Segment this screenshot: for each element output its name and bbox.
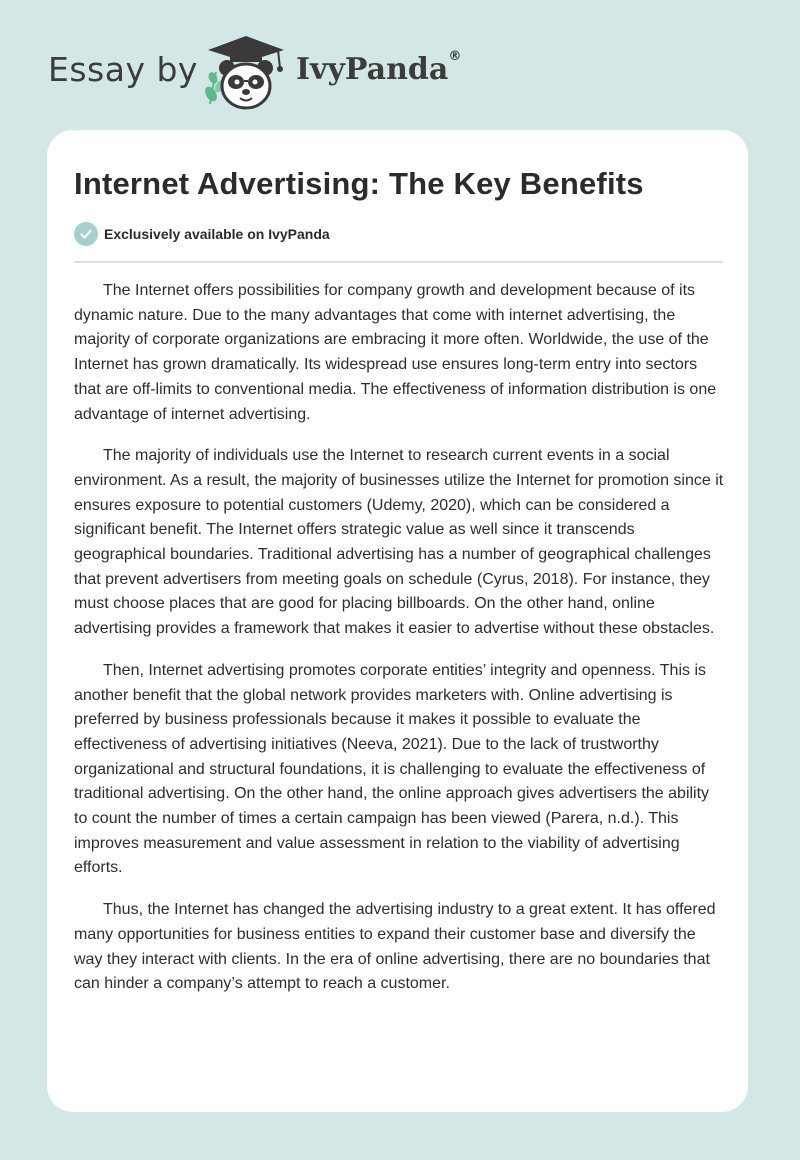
exclusive-badge — [74, 222, 330, 246]
badge-label: Exclusively available on IvyPanda — [104, 226, 330, 242]
brand-logo-text[interactable] — [296, 49, 462, 87]
paragraph: The Internet offers possibilities for company growth and development because of its dynamic nature. Due to the many advantages that come with internet advertising, the majority of corporate organizations are embracing it more often. Worldwide, the use of the Internet has grown dramatically. Its widespread use ensures long-term entry into sectors that are off-limits to conventional media. The effectiveness of information distribution is one advantage of internet advertising. — [74, 282, 717, 423]
brand-name: IvyPanda — [296, 52, 449, 87]
essay-by-label: Essay by — [48, 50, 198, 89]
paragraph: The majority of individuals use the Internet to research current events in a social environment. As a result, the majority of businesses utilize the Internet for promotion since it ensures exposure to potential customers (Udemy, 2020), which can be considered a significant benefit. The Internet offers strategic value as well since it transcends geographical boundaries. Traditional advertising has a number of geographical challenges that prevent advertisers from meeting goals on schedule (Cyrus, 2018). For instance, they must choose places that are good for placing billboards. On the other hand, online advertising provides a framework that makes it easier to advertise without these obstacles. — [74, 447, 724, 638]
divider — [74, 261, 723, 263]
page-title: Internet Advertising: The Key Benefits — [74, 166, 644, 201]
essay-card — [47, 130, 748, 1112]
essay-body — [74, 279, 726, 1014]
site-header — [0, 0, 800, 128]
paragraph: Thus, the Internet has changed the advertising industry to a great extent. It has offered many opportunities for business entities to expand their customer base and diversify the way they interact with clients. In the era of online advertising, there are no boundaries that can hinder a company’s attempt to reach a customer. — [74, 901, 716, 993]
checkmark-icon — [74, 222, 98, 246]
paragraph: Then, Internet advertising promotes corporate entities’ integrity and openness. This is another benefit that the global network provides marketers with. Online advertising is preferred by business professionals because it makes it possible to evaluate the effectiveness of advertising initiatives (Neeva, 2021). Due to the lack of trustworthy organizational and structural foundations, it is challenging to evaluate the effectiveness of traditional advertising. On the other hand, the online approach gives advertisers the ability to count the number of times a certain campaign has been viewed (Parera, n.d.). This improves measurement and value assessment in relation to the viability of advertising efforts. — [74, 661, 710, 877]
registered-mark: ® — [448, 49, 462, 64]
panda-logo-icon[interactable] — [200, 34, 292, 112]
